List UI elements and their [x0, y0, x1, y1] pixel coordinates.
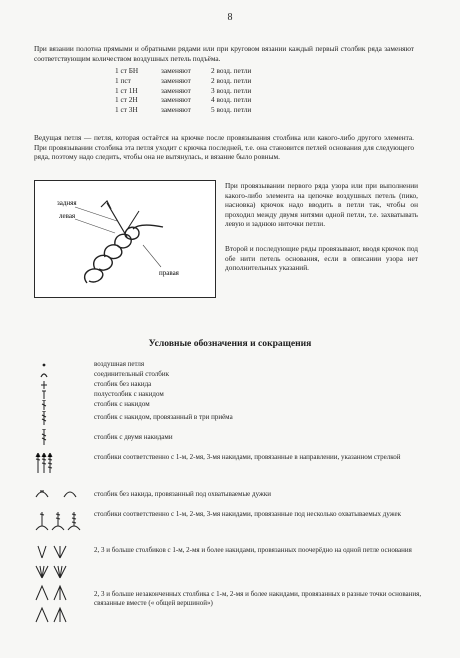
intro-paragraph: При вязании полотна прямыми и обратными рядами или при круговом вязании каждый первый столбик ряда заменяют соответствующим количеством воздушных петель подъёма. — [34, 44, 414, 63]
verb-cell: заменяют — [161, 66, 191, 75]
cluster-icon — [34, 584, 84, 624]
legend-text: столбики соответственно с 1-м, 2-мя, 3-мя накидами, провязанные в направлении, указанном стрелкой — [94, 453, 401, 461]
around-chain-icon — [34, 485, 84, 503]
table-row — [115, 86, 301, 96]
loops-cell: 5 возд. петли — [211, 105, 252, 115]
legend-text: столбики соответственно с 1-м, 2-мя, 3-мя накидами, провязанные под несколько охватываемых дужек — [94, 510, 402, 518]
replacement-table — [115, 66, 301, 115]
loops-cell: 3 возд. петли — [211, 85, 252, 95]
stitch-cell: 1 ст 1Н — [115, 85, 138, 95]
verb-cell: заменяют — [161, 105, 191, 115]
dot-icon — [34, 360, 84, 370]
chain-illustration — [35, 181, 215, 297]
legend-row — [34, 370, 434, 380]
verb-cell: заменяют — [161, 75, 191, 85]
legend-row — [34, 508, 434, 534]
loops-cell: 4 возд. петли — [211, 95, 252, 105]
legend-row — [34, 380, 434, 390]
legend-text: воздушная петля — [94, 360, 145, 368]
chain-loop — [115, 234, 131, 248]
label-left: левая — [59, 212, 76, 220]
page-number: 8 — [227, 12, 233, 23]
label-leader-left — [75, 219, 115, 233]
next-rows-paragraph: Второй и последующие ряды провязывают, вводя крючок под обе нити петель основания, если в описании узора нет дополнительных указаний. — [225, 244, 418, 273]
chain-loop — [85, 269, 103, 283]
shell-icon — [34, 544, 84, 580]
legend-text: 2, 3 и больше столбиков с 1-м, 2-мя и более накидами, провязанных поочерёдно на одной петле основания — [94, 546, 412, 554]
legend-row — [34, 429, 434, 445]
loops-cell: 2 возд. петли — [211, 75, 252, 85]
leading-loop-paragraph: Ведущая петля — петля, которая остаётся на крючке после провязывания столбика или какого-либо другого элемента. При провязывании столбика эта петля уходит с крючка последней, т.е. она становится петлей основания для следующего ряда, поэтому надо следить, чтобы она не вытянулась, и вязание было ровным. — [34, 133, 414, 162]
verb-cell: заменяют — [161, 95, 191, 105]
half-stitch-icon — [34, 390, 84, 400]
label-right: правая — [159, 269, 179, 277]
legend-text: 2, 3 и больше незаконченных столбика с 1-м, 2-мя и более накидами, провязанных в разные точки основания, связанные вместе (« общей вершиной») — [94, 590, 422, 607]
legend-heading: Условные обозначения и сокращения — [148, 338, 312, 349]
legend-text: полустолбик с накидом — [94, 390, 164, 398]
legend-text: столбик без накида, провязанный под охватываемые дужки — [94, 490, 271, 498]
table-row — [115, 95, 301, 105]
table-row — [115, 66, 301, 76]
stitch-cell: 1 ст 2Н — [115, 95, 138, 105]
fan-stitches-icon — [34, 508, 84, 534]
label-back: задняя — [57, 199, 77, 207]
chain-figure — [34, 180, 216, 298]
verb-cell: заменяют — [161, 85, 191, 95]
stitch-cell: 1 пст — [115, 75, 131, 85]
first-row-paragraph: При провязывании первого ряда узора или при выполнении какого-либо элемента на цепочке воздушных петель (пико, насновка) крючок надо вводить в петли так, чтобы он проходил между двумя нитями одной петли, т.е. захватывать левую и заднюю ниточки петли. — [225, 181, 418, 229]
stitch-cell: 1 ст 3Н — [115, 105, 138, 115]
cross-icon — [34, 380, 84, 390]
legend-text: столбик с накидом — [94, 400, 150, 408]
legend-text: столбик без накида — [94, 380, 152, 388]
legend-row — [34, 584, 434, 624]
table-row — [115, 76, 301, 86]
loops-cell: 2 возд. петли — [211, 66, 252, 75]
legend-row — [34, 453, 434, 475]
stitch-1-icon — [34, 400, 84, 410]
legend-row — [34, 411, 434, 425]
legend-row — [34, 400, 434, 410]
label-leader-right — [143, 245, 161, 267]
stitch-3x-icon — [34, 411, 84, 425]
legend-row — [34, 485, 434, 503]
stitch-2-icon — [34, 429, 84, 445]
legend-row — [34, 544, 434, 580]
legend-text: столбик с накидом, провязанный в три приёма — [94, 413, 233, 421]
legend-row — [34, 390, 434, 400]
arrow-stitches-icon — [34, 453, 84, 475]
legend-text: соединительный столбик — [94, 370, 169, 378]
legend-text: столбик с двумя накидами — [94, 433, 173, 441]
stitch-cell: 1 ст БН — [115, 66, 139, 75]
legend-row — [34, 360, 434, 370]
table-row — [115, 105, 301, 115]
arc-icon — [34, 370, 84, 380]
